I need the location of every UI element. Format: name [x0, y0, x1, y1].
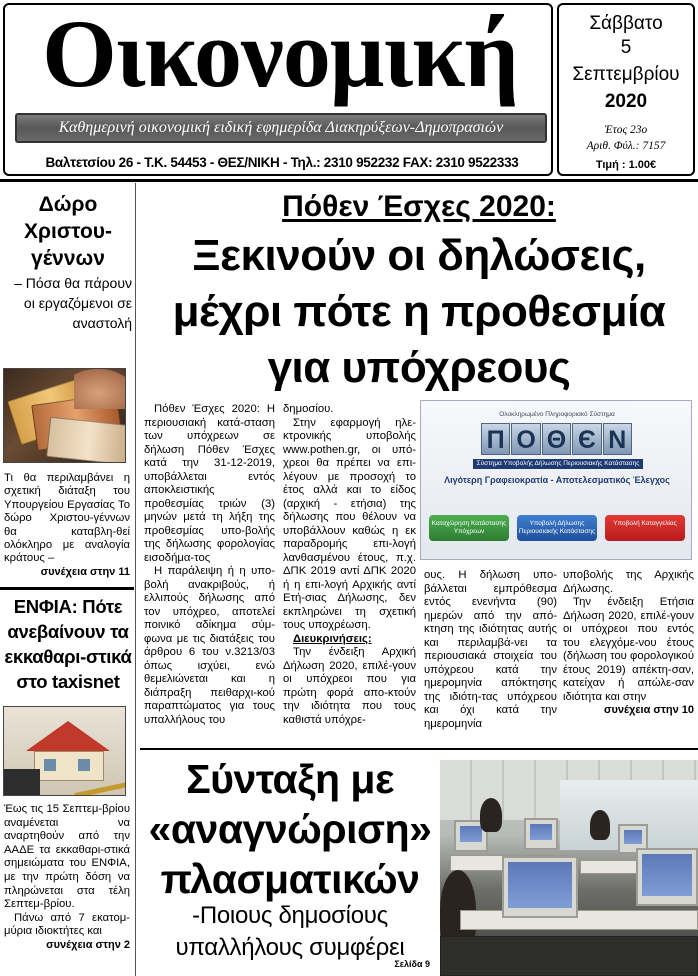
- office-photo: [440, 760, 698, 976]
- pothen-report-button[interactable]: Υποβολή Καταγγελίας: [605, 515, 685, 541]
- main-kicker: [140, 188, 698, 226]
- gift-continue-link[interactable]: συνέχεια στην 11: [40, 565, 130, 578]
- newspaper-address: Βαλτετσίου 26 - Τ.Κ. 54453 - ΘΕΣ/ΝΙΚΗ - Τηλ.: 2310 952232 FAX: 2310 9522333: [45, 155, 519, 170]
- left-divider: [0, 587, 134, 590]
- story2-headline[interactable]: Σύνταξη με «αναγνώριση» πλασματικών: [148, 756, 432, 902]
- article-column-1: [144, 403, 275, 727]
- gift-headline[interactable]: Δώρο Χριστου-γέννων: [23, 193, 113, 270]
- newspaper-subtitle: Καθημερινή οικονομική ειδική εφημερίδα Διακηρύξεων-Δημοπρασιών: [15, 113, 547, 143]
- enfia-continue-link[interactable]: συνέχεια στην 2: [46, 938, 130, 951]
- pothen-band: Σύστημα Υποβολής Δήλωσης Περιουσιακής Κατάστασης: [473, 459, 643, 469]
- pothen-submit-button[interactable]: Υποβολή Δήλωσης Περιουσιακής Κατάστασης: [517, 515, 597, 541]
- article-paragraph: Πόθεν Έσχες 2020: Η περιουσιακή κατά-σταση των υπόχρεων σε δήλωση Πόθεν Έσχες κατά την 31-12-2019, υποβάλλεται εντός αποκλειστικής προθεσμίας τριών (3) μηνών μετά τη λήξη της προθεσμίας υπο-βολής της δήλωσης φορολογίας εισοδήμα-τος: [144, 403, 275, 564]
- left-column: [0, 183, 140, 976]
- house-window: [44, 759, 56, 771]
- house-window: [78, 759, 90, 771]
- article-paragraph: Στην εφαρμογή ηλε-κτρονικής υποβολής www.pothen.gr, οι υπό-χρεοι θα πρέπει να επι-λέγουν με προσοχή το έτος αλλά και το είδος (αρχική - ετήσια) της δήλωσης που θέλουν να υποβάλλουν καθώς η εκ παραδρομής επι-λογή λανθασμένου έτους, π.χ. ΔΠΚ 2019 αντί ΔΠΚ 2020 ή η επι-λογή Αρχικής αντί Ετή-σιας Δήλωσης, δεν εκπληρώνει τη σχετική τους υποχρέωση.: [283, 416, 416, 631]
- banknote: [46, 417, 126, 463]
- pothen-screenshot: [420, 400, 692, 560]
- house-photo: [3, 706, 126, 796]
- date-weekday: Σάββατο: [589, 13, 663, 34]
- pothen-logo-letter: Ο: [511, 423, 540, 455]
- pothen-top-text: Ολοκληρωμένο Πληροφοριακό Σύστημα: [499, 411, 615, 418]
- article-paragraph: Την ένδειξη Αρχική Δήλωση 2020, επιλέ-γουν οι υπόχρεοι που για πρώτη φορά απο-κτούν την ιδιότητα που τους καθιστά υπόχρε-: [283, 646, 416, 726]
- article-column-2: [283, 403, 416, 727]
- issue-price: Τιμή : 1.00€: [595, 159, 657, 171]
- pothen-slogan: Λιγότερη Γραφειοκρατία - Αποτελεσματικός Έλεγχος: [444, 475, 670, 485]
- article-paragraph: ους. Η δήλωση υπο-βάλλεται εμπρόθεσμα εντός ενενήντα (90) ημερών από την από-κτηση της ιδιότητας αυτής και περιλαμβά-νει τα περιουσιακά στοιχεία του υπόχρεου κατά την ημερομηνία απόκτησης της ιδιότη-τας υπόχρεου και όχι κατά την ημερομηνία: [424, 569, 557, 730]
- story2-page-ref[interactable]: Σελίδα 9: [394, 959, 430, 969]
- pothen-logo-letter: Π: [481, 423, 510, 455]
- gift-body: [4, 472, 130, 579]
- monitor-screen: [530, 824, 552, 840]
- article-paragraph: Η παράλειψη ή η υπο-βολή ανακριβούς, ή ελλιπούς δήλωσης από τον υπόχρεο, αποτελεί ποινικό αδίκημα σύμ-φωνα με τις διατάξεις του άρθρου 6 του ν.3213/03 όπως ισχύει, ενώ θεμελιώνεται και η διάπραξη πειθαρχι-κού παραπτώματος για τους υπαλλήλους του: [144, 565, 275, 726]
- date-box: [557, 3, 695, 176]
- date-year: 2020: [604, 91, 648, 112]
- article-column-4: [563, 569, 694, 718]
- gift-body-text: Τι θα περιλαμβάνει η σχετική διάταξη του Υπουργείου Εργασίας Το δώρο Χριστου-γέννων θα καταβλη-θεί ολόκληρο με αναλογία κράτους –: [4, 472, 130, 565]
- newspaper-title: Οικονομική: [42, 0, 518, 107]
- pothen-register-button[interactable]: Καταχώρηση Κατάστασης Υπόχρεων: [429, 515, 509, 541]
- article-column-3: [424, 569, 557, 731]
- calculator: [4, 769, 40, 796]
- computer-monitor: [636, 848, 698, 906]
- date-month: Σεπτεμβρίου: [572, 64, 680, 85]
- pothen-logo-letter: Є: [572, 423, 601, 455]
- hand: [74, 369, 126, 409]
- house-roof: [26, 721, 110, 751]
- pothen-logo-letter: Ν: [603, 423, 632, 455]
- pothen-logo: [481, 423, 633, 457]
- monitor-screen: [642, 854, 692, 896]
- office-desk: [460, 910, 698, 930]
- office-desk: [440, 936, 698, 976]
- main-headline[interactable]: Ξεκινούν οι δηλώσεις, μέχρι πότε η προθεσμία για υπόχρεους: [172, 231, 666, 392]
- mid-divider: [140, 748, 698, 750]
- enfia-body-text-2: Πάνω από 7 εκατομ-μύρια ιδιοκτήτες και: [4, 911, 130, 938]
- monitor-screen: [460, 826, 482, 842]
- article-paragraph: δημοσίου.: [283, 403, 334, 415]
- office-worker: [590, 810, 610, 840]
- issue-year: Έτος 23ο: [604, 124, 648, 136]
- pothen-logo-letter: Θ: [542, 423, 571, 455]
- issue-number: Αριθ. Φύλ.: 7157: [586, 140, 666, 152]
- date-day: 5: [620, 37, 632, 58]
- office-worker: [480, 798, 502, 832]
- enfia-headline[interactable]: ΕΝΦΙΑ: Πότε ανεβαίνουν τα εκκαθαρι-στικά στο taxisnet: [4, 596, 132, 692]
- gift-subheadline: – Πόσα θα πάρουν οι εργαζόμενοι σε αναστολή: [14, 275, 132, 331]
- pen: [74, 781, 126, 796]
- article-subheading: Διευκρινήσεις:: [293, 632, 372, 645]
- article-paragraph: υποβολής της Αρχικής Δήλωσης.: [563, 569, 694, 595]
- money-photo: [3, 368, 126, 463]
- article-paragraph: Την ένδειξη Ετήσια Δήλωση 2020, επιλέ-γουν οι υπόχρεοι που εντός του ελεγχόμε-νου έτους (δήλωση του φορολογικού έτους 2019) απέκτη-σαν, κατείχαν ή απώλε-σαν ιδιότητα και στην: [563, 596, 694, 703]
- main-kicker-text: Πόθεν Έσχες 2020:: [282, 190, 556, 223]
- computer-monitor: [502, 856, 578, 918]
- story2-subheadline: -Ποιους δημοσίους υπαλλήλους συμφέρει: [175, 902, 405, 961]
- article-continue-link[interactable]: συνέχεια στην 10: [604, 704, 694, 716]
- enfia-body: [4, 803, 130, 953]
- enfia-body-text: Έως τις 15 Σεπτεμ-βρίου αναμένεται να αναρτηθούν από την ΑΑΔΕ τα εκκαθαρι-στικά σημειώματα του ΕΝΦΙΑ, με την πρώτη δόση να πληρώνεται στα τέλη Σεπτεμ-βρίου.: [4, 803, 130, 911]
- top-divider: [0, 179, 698, 182]
- monitor-screen: [624, 830, 642, 844]
- computer-monitor: [524, 818, 558, 850]
- monitor-screen: [508, 862, 572, 908]
- masthead: [3, 0, 553, 176]
